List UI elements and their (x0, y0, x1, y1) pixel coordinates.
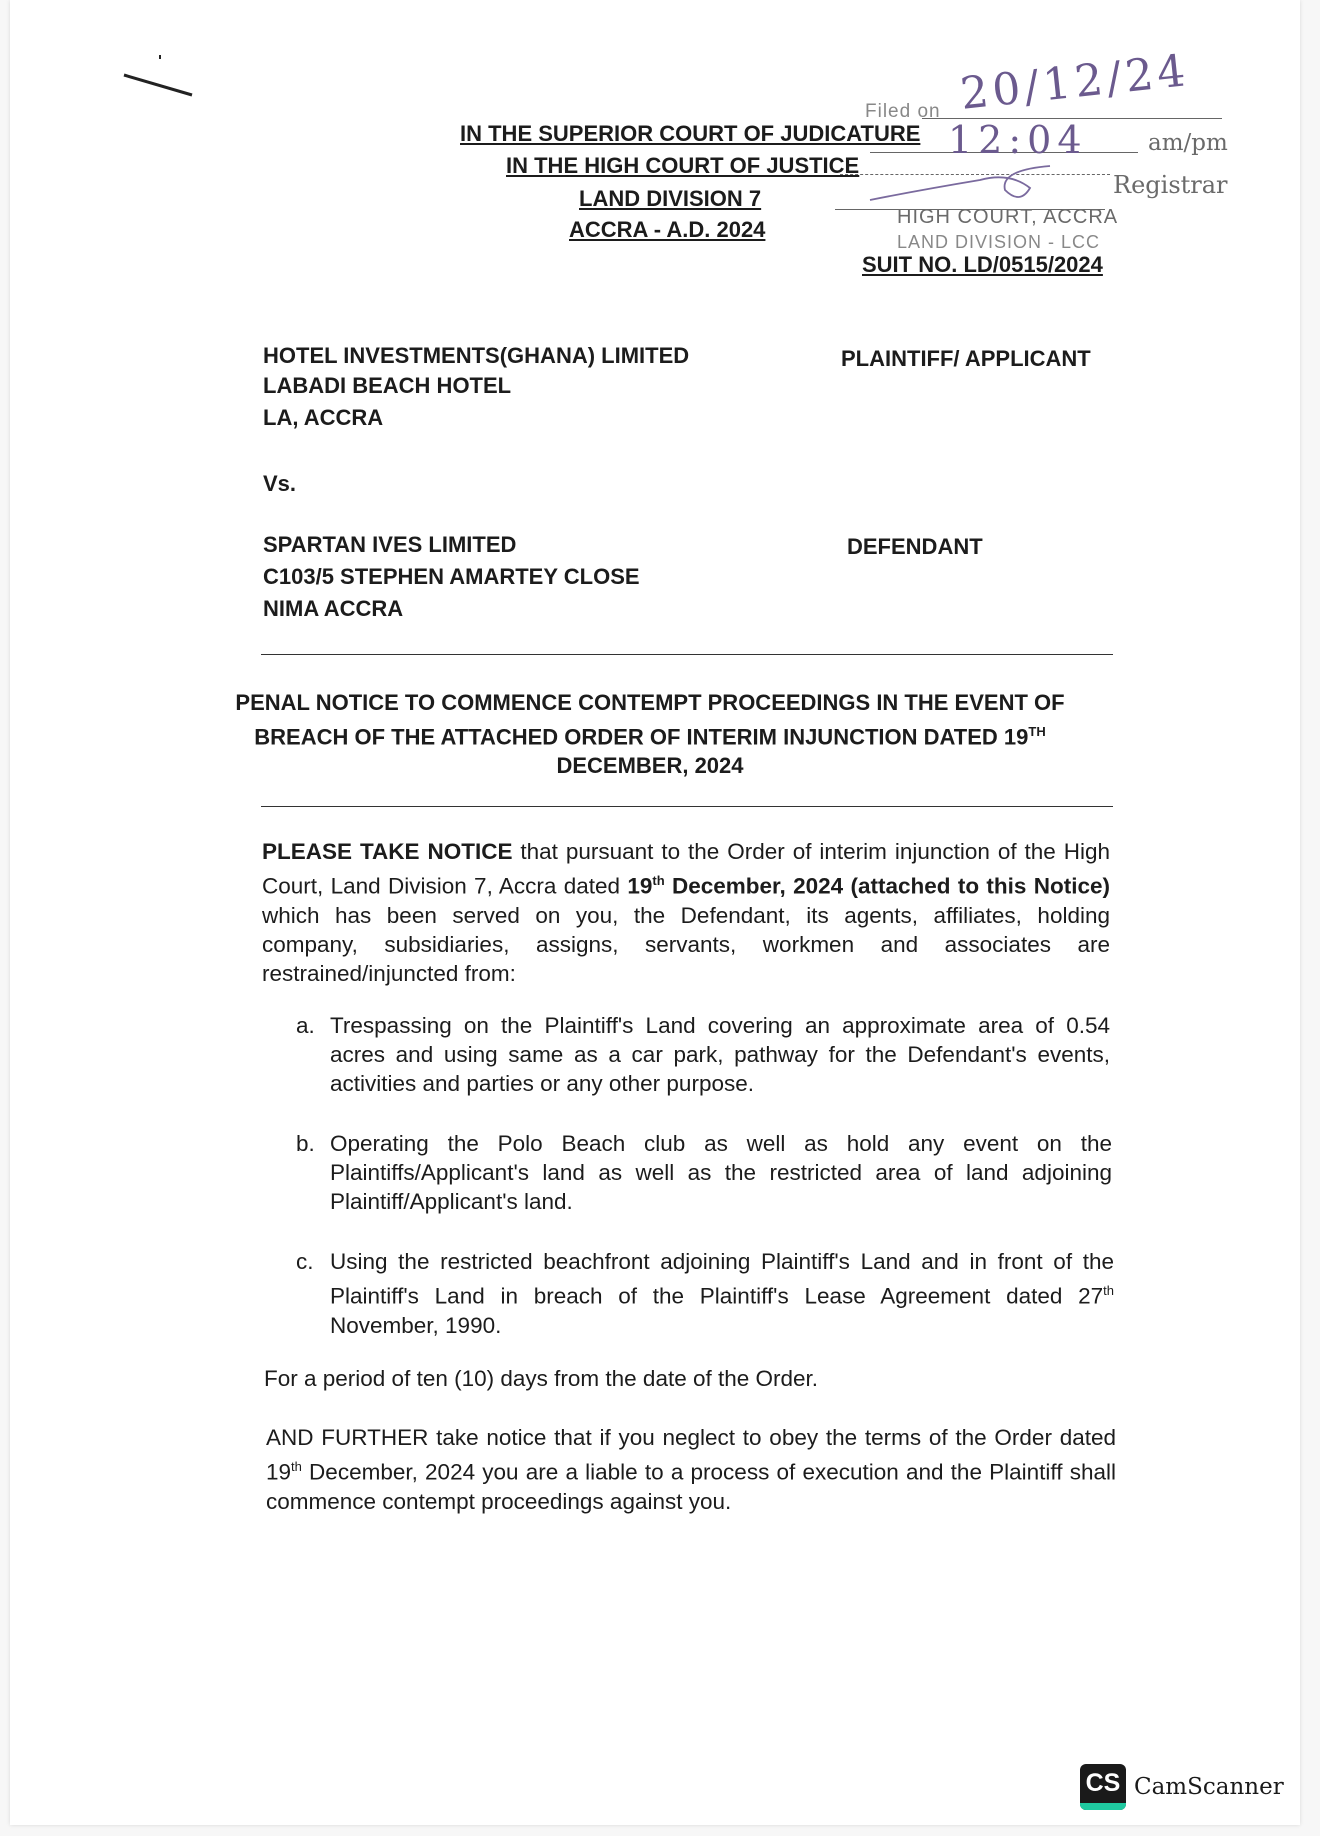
notice-title-line-1: PENAL NOTICE TO COMMENCE CONTEMPT PROCEEDINGS IN THE EVENT OF (235, 690, 1065, 715)
further-notice (266, 1423, 1116, 1516)
defendant-address-1: C103/5 STEPHEN AMARTEY CLOSE (263, 564, 640, 589)
defendant-role: DEFENDANT (847, 534, 983, 559)
defendant-name: SPARTAN IVES LIMITED (263, 532, 517, 557)
item-b-text: Operating the Polo Beach club as well as hold any event on the Plaintiffs/Applicant's land as well as the restricted area of land adjoining Plaintiff/Applicant's land. (330, 1131, 1112, 1214)
item-c-text-b: November, 1990. (330, 1312, 502, 1338)
notice-text-1: that pursuant to the Order of interim injunction of the High Court, Land Division 7, Accra dated (262, 839, 1110, 899)
notice-text-2: which has been served on you, the Defendant, its agents, affiliates, holding company, subsidiaries, assigns, servants, workmen and associates are restrained/injuncted from: (262, 902, 1110, 986)
divider-top (261, 654, 1113, 655)
item-c-text (330, 1247, 1114, 1340)
camscanner-label: CamScanner (1134, 1774, 1284, 1800)
notice-title-line-2-text: BREACH OF THE ATTACHED ORDER OF INTERIM INJUNCTION DATED 19 (254, 724, 1029, 750)
suit-number: SUIT NO. LD/0515/2024 (862, 252, 1103, 277)
item-c-sup: th (1103, 1283, 1114, 1298)
stamp-division: LAND DIVISION - LCC (897, 232, 1101, 252)
camscanner-logo-icon (1080, 1764, 1126, 1810)
notice-lead: PLEASE TAKE NOTICE (262, 839, 513, 864)
plaintiff-address-1: LABADI BEACH HOTEL (263, 373, 512, 398)
stamp-registrar: Registrar (1113, 171, 1228, 199)
item-c-text-a: Using the restricted beachfront adjoining Plaintiff's Land and in front of the Plaintiff's Land in breach of the Plaintiff's Lease Agreement dated 27 (330, 1249, 1114, 1309)
item-c-marker: c. (296, 1249, 314, 1274)
stamp-ampm: am/pm (1148, 130, 1228, 156)
notice-title-line-2 (210, 717, 1090, 751)
registrar-signature (860, 160, 1110, 210)
stamp-court: HIGH COURT, ACCRA (897, 206, 1119, 228)
further-sup: th (291, 1459, 302, 1474)
plaintiff-address-2: LA, ACCRA (263, 405, 384, 430)
further-text-a: AND FURTHER take notice that if you neglect to obey the terms of the Order dated 19 (266, 1425, 1116, 1485)
court-header-line-4: ACCRA - A.D. 2024 (569, 217, 766, 242)
handwritten-filing-time: 12:04 (948, 118, 1088, 162)
defendant-address-2: NIMA ACCRA (263, 596, 404, 621)
divider-bottom (261, 806, 1113, 807)
handwritten-filing-date: 20/12/24 (957, 45, 1192, 120)
camscanner-logo-letters: CS (1085, 1769, 1121, 1797)
plaintiff-role: PLAINTIFF/ APPLICANT (841, 346, 1091, 371)
versus-label: Vs. (263, 471, 297, 496)
court-header-line-3: LAND DIVISION 7 (579, 186, 762, 211)
camscanner-logo-bar (1080, 1803, 1126, 1810)
court-header-line-2: IN THE HIGH COURT OF JUSTICE (506, 153, 860, 178)
pen-stroke-mark (110, 55, 210, 105)
notice-title-line-3: DECEMBER, 2024 (556, 753, 744, 779)
plaintiff-name: HOTEL INVESTMENTS(GHANA) LIMITED (263, 343, 690, 368)
item-a-text: Trespassing on the Plaintiff's Land covering an approximate area of 0.54 acres and using same as a car park, pathway for the Defendant's events, activities and parties or any other purpose. (330, 1013, 1110, 1096)
notice-date-day: 19 (627, 873, 653, 899)
court-header-line-1: IN THE SUPERIOR COURT OF JUDICATURE (460, 121, 921, 146)
notice-date-sup: th (652, 873, 665, 888)
notice-title (210, 688, 1090, 780)
notice-date-rest: December, 2024 (attached to this Notice) (664, 873, 1110, 899)
notice-title-sup: TH (1028, 724, 1046, 739)
document-page (10, 0, 1300, 1825)
notice-paragraph (262, 837, 1110, 988)
item-a-marker: a. (296, 1013, 315, 1038)
period-text: For a period of ten (10) days from the date of the Order. (264, 1366, 819, 1391)
stamp-filed-on: Filed on (865, 101, 941, 122)
further-text-b: December, 2024 you are a liable to a process of execution and the Plaintiff shall commence contempt proceedings against you. (266, 1459, 1116, 1514)
item-b-marker: b. (296, 1131, 315, 1156)
